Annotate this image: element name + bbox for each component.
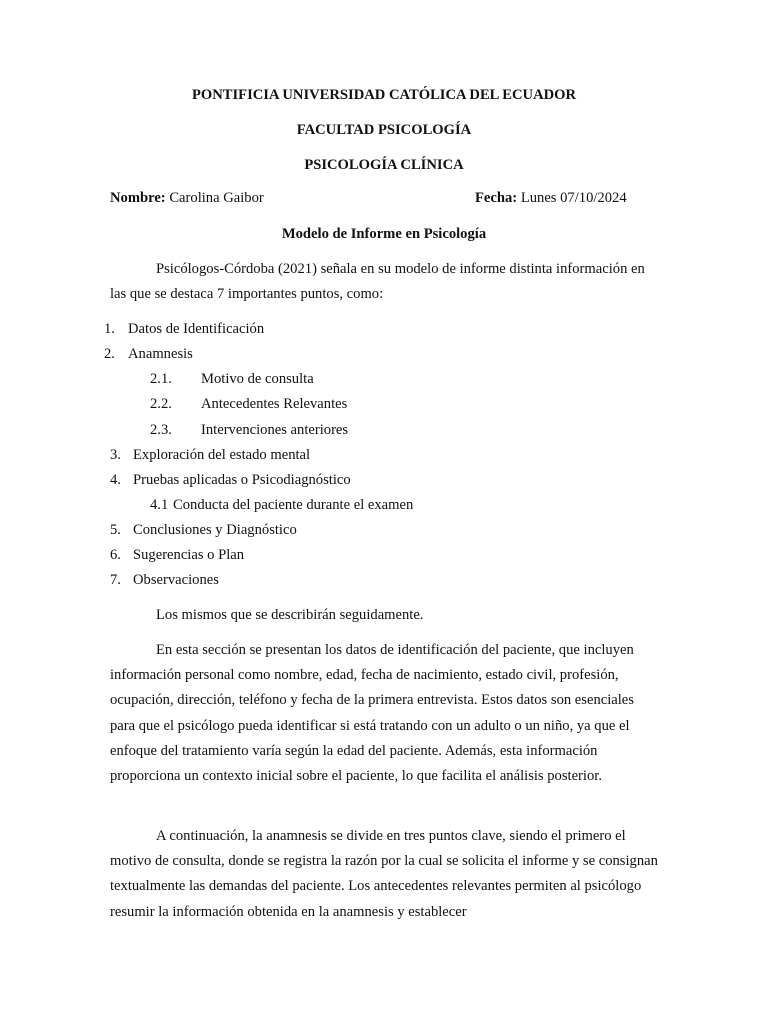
list-item: 3. Exploración del estado mental: [110, 447, 311, 463]
body-paragraph-3: A continuación, la anamnesis se divide en tres puntos clave, siendo el primero el motivo de consulta, donde se registra la razón por la cual se solicita el informe y se consignan textualmente las demandas del paciente. Los antecedentes relevantes permiten al psicólogo resumir la información obtenida en la anamnesis y establecer: [110, 828, 658, 920]
list-item: 6. Sugerencias o Plan: [110, 547, 245, 563]
faculty-heading: FACULTAD PSICOLOGÍA: [296, 122, 472, 138]
report-date: [475, 188, 627, 208]
course-heading: PSICOLOGÍA CLÍNICA: [304, 157, 464, 173]
list-item: 2.1. Motivo de consulta: [150, 371, 314, 387]
list-item: 4.1 Conducta del paciente durante el examen: [150, 497, 414, 513]
name-value: Carolina Gaibor: [169, 190, 264, 206]
document-title: Modelo de Informe en Psicología: [281, 226, 487, 242]
list-item: 2. Anamnesis: [104, 346, 193, 362]
date-value: Lunes 07/10/2024: [520, 190, 627, 206]
list-item: 4. Pruebas aplicadas o Psicodiagnóstico: [110, 472, 351, 488]
list-item: 5. Conclusiones y Diagnóstico: [110, 522, 297, 538]
list-item: 2.3. Intervenciones anteriores: [150, 422, 349, 438]
intro-paragraph: Psicólogos-Córdoba (2021) señala en su modelo de informe distinta información en las que se destaca 7 importantes puntos, como:: [110, 261, 645, 303]
student-name: [110, 188, 264, 208]
list-item: 7. Observaciones: [110, 572, 219, 588]
body-paragraph-2: En esta sección se presentan los datos de identificación del paciente, que incluyen información personal como nombre, edad, fecha de nacimiento, estado civil, profesión, ocupación, dirección, teléfono y fecha de la primera entrevista. Estos datos son esenciales para que el psicólogo pueda identificar si está tratando con un adulto o un niño, ya que el enfoque del tratamiento varía según la edad del paciente. Además, esta información proporciona un contexto inicial sobre el paciente, lo que facilita el análisis posterior.: [110, 642, 634, 785]
list-item: 2.2. Antecedentes Relevantes: [150, 396, 348, 412]
body-paragraph-1: Los mismos que se describirán seguidamente.: [156, 607, 424, 623]
name-label: Nombre:: [110, 190, 166, 206]
university-heading: PONTIFICIA UNIVERSIDAD CATÓLICA DEL ECUADOR: [191, 87, 577, 103]
list-item: 1. Datos de Identificación: [104, 321, 265, 337]
date-label: Fecha:: [475, 190, 518, 206]
